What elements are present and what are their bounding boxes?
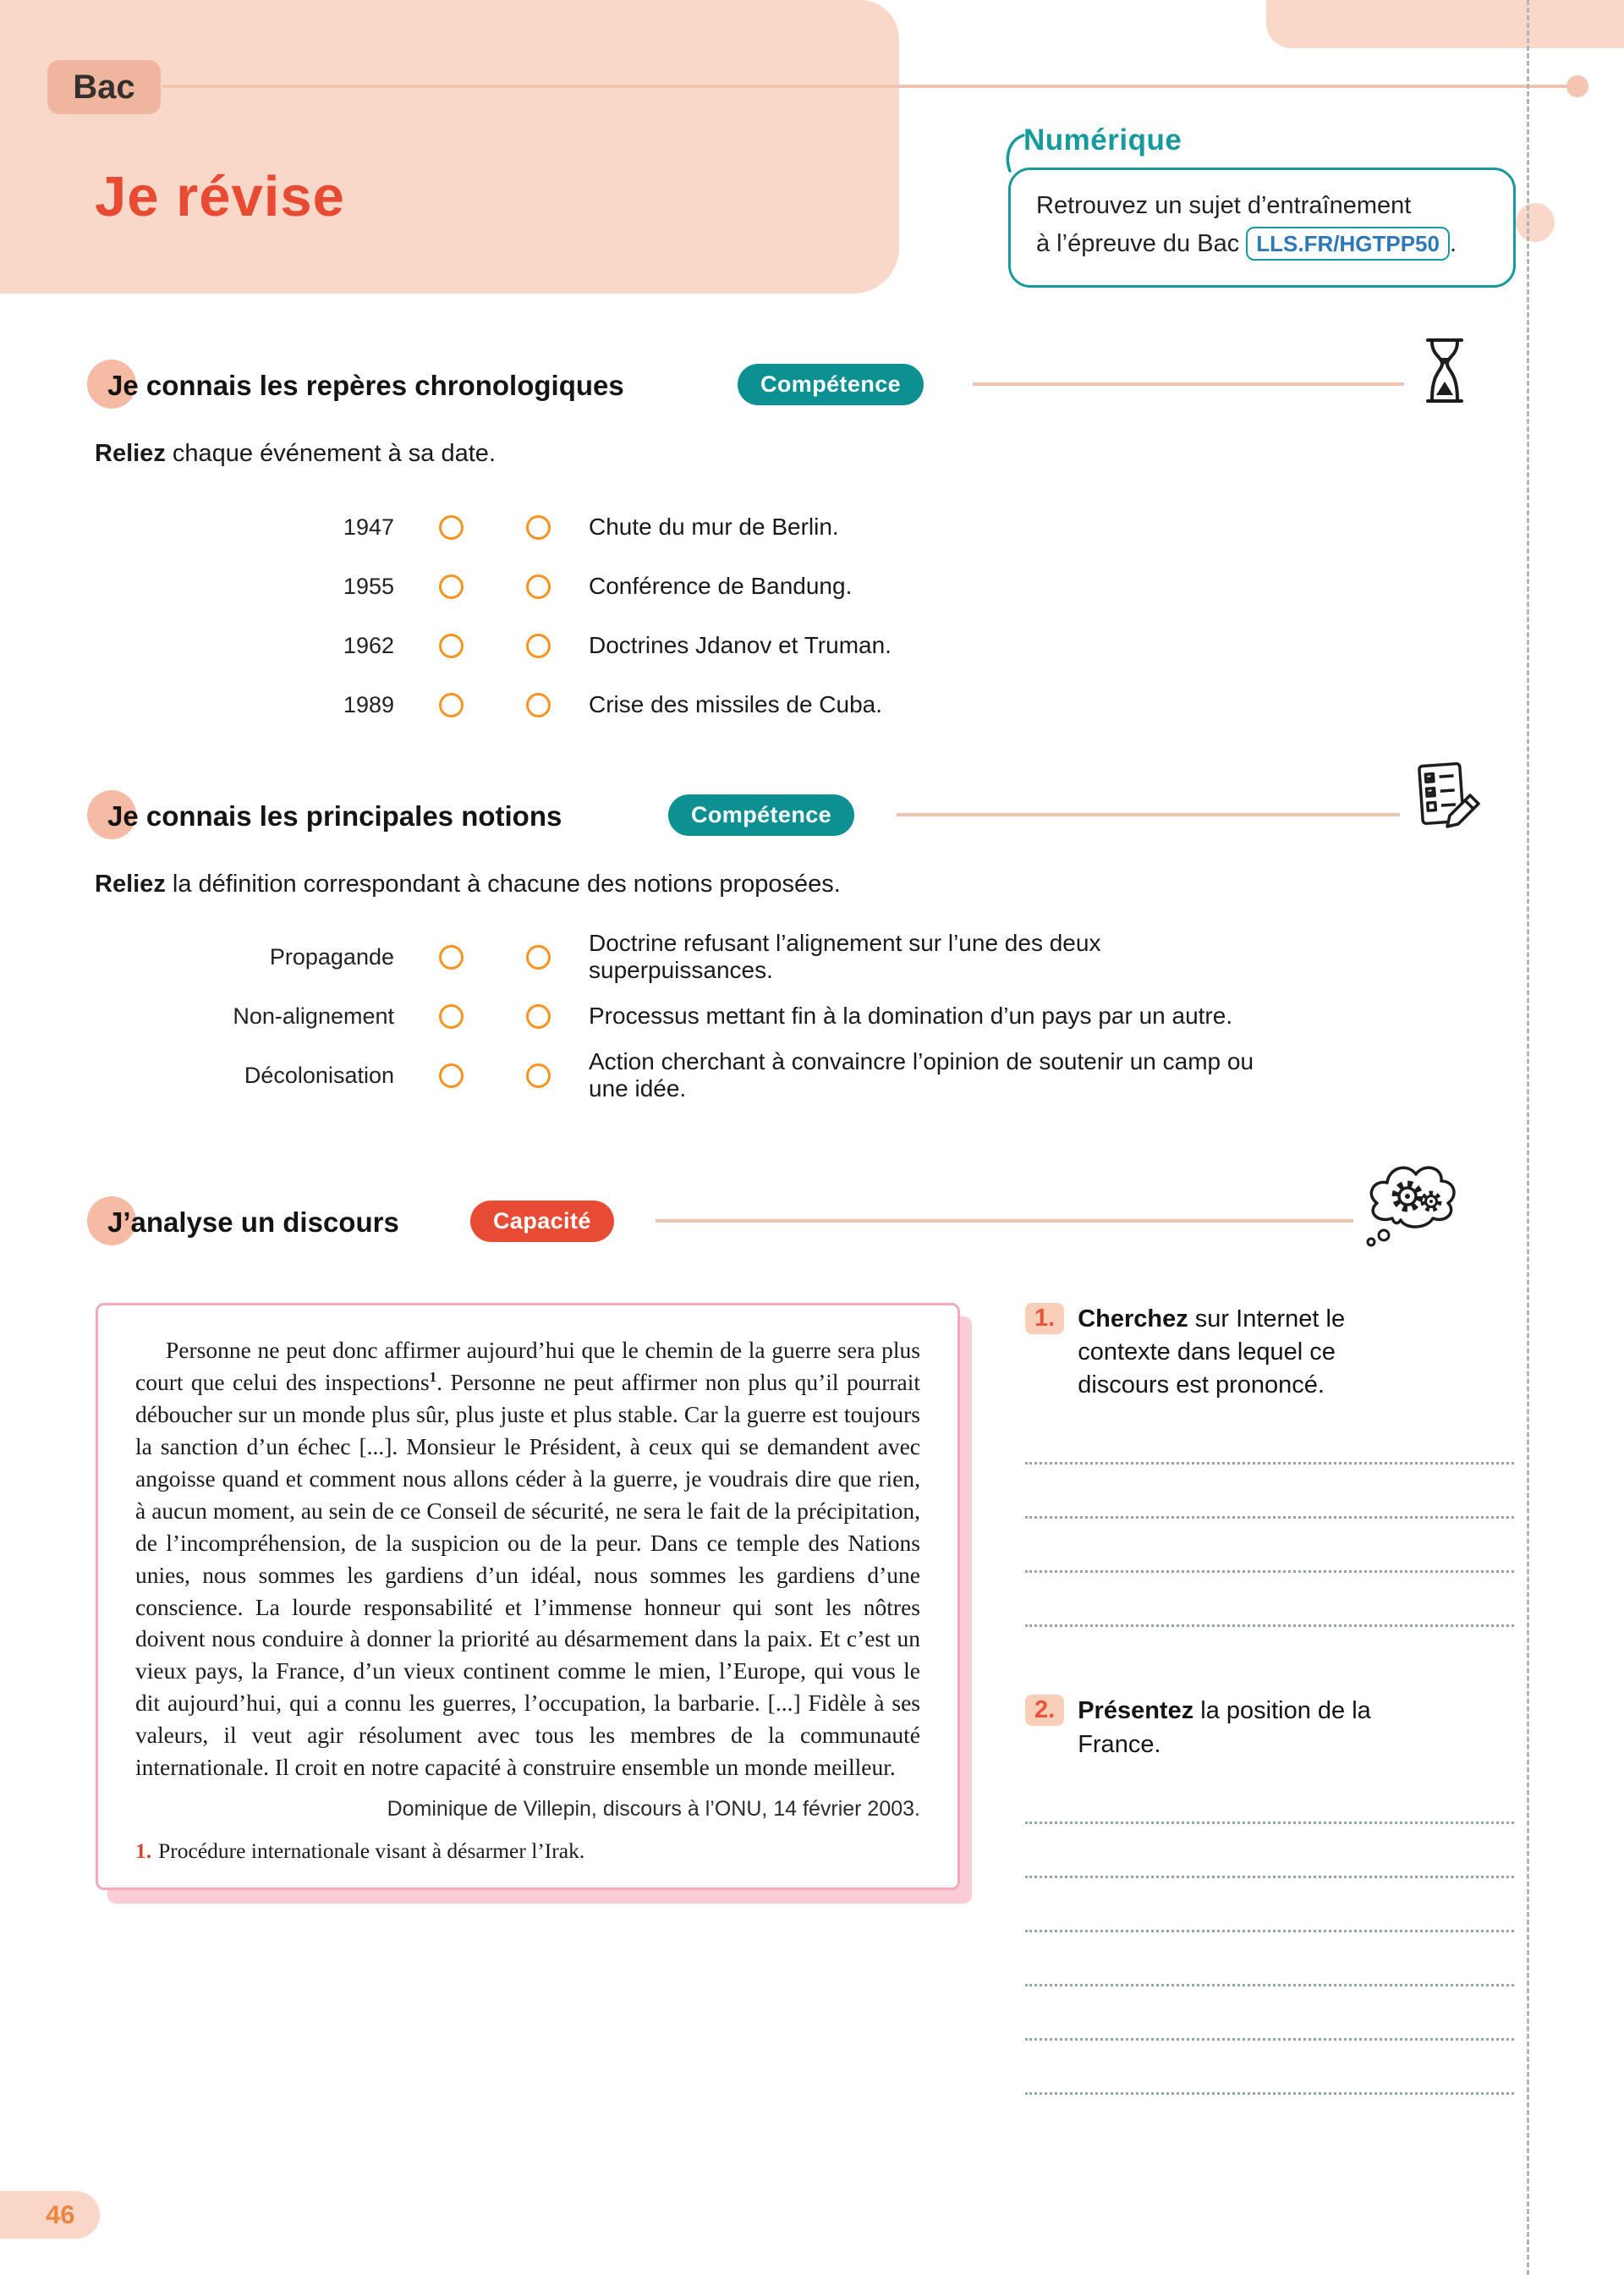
header-rule xyxy=(162,85,1573,88)
answer-area-1 xyxy=(1025,1410,1514,1627)
numerique-curve-icon xyxy=(1001,134,1027,173)
footnote xyxy=(135,1838,920,1864)
question-2 xyxy=(1025,1695,1514,1761)
match-circle-right[interactable] xyxy=(526,1063,551,1088)
question-verb: Cherchez xyxy=(1078,1305,1188,1333)
match-row xyxy=(95,1046,1279,1105)
trim-dashed-line xyxy=(1527,0,1529,2275)
answer-line[interactable] xyxy=(1025,1464,1514,1519)
match-circle-right[interactable] xyxy=(526,693,551,717)
question-text xyxy=(1078,1303,1407,1402)
answer-line[interactable] xyxy=(1025,1573,1514,1627)
page-title: Je révise xyxy=(95,165,345,228)
numerique-text-line1: Retrouvez un sujet d’entraînement xyxy=(1036,192,1412,219)
section-title-reperes: Je connais les repères chronologiques xyxy=(107,370,624,401)
section-rule xyxy=(897,813,1400,816)
date-label: 1955 xyxy=(343,573,394,599)
question-number: 1. xyxy=(1025,1303,1064,1334)
corner-decoration xyxy=(1266,0,1624,48)
answer-line[interactable] xyxy=(1025,2041,1514,2095)
answer-line[interactable] xyxy=(1025,1824,1514,1878)
answer-line[interactable] xyxy=(1025,1878,1514,1932)
question-text xyxy=(1078,1695,1407,1761)
question-number: 2. xyxy=(1025,1695,1064,1726)
question-1 xyxy=(1025,1303,1514,1402)
match-row xyxy=(95,675,1279,734)
header-background xyxy=(0,0,899,294)
match-circle-right[interactable] xyxy=(526,515,551,540)
match-circle-left[interactable] xyxy=(439,945,464,970)
event-label: Chute du mur de Berlin. xyxy=(589,514,839,540)
definition-label: Processus mettant fin à la domination d’un pays par un autre. xyxy=(589,1003,1233,1029)
instruction-notions xyxy=(95,871,841,898)
question-verb: Présentez xyxy=(1078,1697,1194,1725)
event-label: Crise des missiles de Cuba. xyxy=(589,691,883,717)
instruction-text: chaque événement à sa date. xyxy=(165,440,496,467)
instruction-reperes xyxy=(95,440,496,468)
match-row xyxy=(95,986,1279,1046)
side-decoration xyxy=(1516,203,1555,242)
match-circle-left[interactable] xyxy=(439,693,464,717)
section-rule xyxy=(656,1219,1353,1223)
notion-label: Décolonisation xyxy=(244,1062,394,1088)
answer-area-2 xyxy=(1025,1770,1514,2095)
speech-text-part2: . Personne ne peut affirmer non plus qu’il pourrait déboucher sur un monde plus sûr, plus juste et plus stable. Car la guerre est toujours la sanction d’un échec [...]. Monsieur le Président, à ceux qui se demandent avec angoisse quand et comment nous allons céder à la guerre, je voudrais dire que rien, à aucun moment, au sein de ce Conseil de sécurité, ne sera le fait de la précipitation, de l’incompréhension, de la suspicion ou de la peur. Dans ce temple des Nations unies, nous sommes les gardiens d’un idéal, nous sommes les gardiens d’une conscience. La lourde responsabilité et l’immense honneur qui sont les nôtres doivent nous conduire à donner la priorité au désarmement dans la paix. Et c’est un vieux pays, la France, d’un vieux continent comme le mien, l’Europe, qui vous le dit aujourd’hui, qui a connu les guerres, l’occupation, la barbarie. [...] Fidèle à ses valeurs, il veut agir résolument avec tous les membres de la communauté internationale. Il croit en notre capacité à construire ensemble un monde meilleur. xyxy=(135,1368,921,1781)
footnote-text: Procédure internationale visant à désarmer l’Irak. xyxy=(158,1838,585,1864)
date-label: 1962 xyxy=(343,632,394,658)
thought-gears-icon xyxy=(1363,1152,1465,1247)
speech-text xyxy=(135,1334,920,1783)
instruction-verb: Reliez xyxy=(95,440,166,467)
numerique-text-line2: à l’épreuve du Bac xyxy=(1036,229,1247,257)
instruction-text: la définition correspondant à chacune des notions proposées. xyxy=(165,871,841,898)
matching-exercise-notions xyxy=(95,927,1279,1105)
notion-label: Propagande xyxy=(269,943,394,970)
definition-label: Doctrine refusant l’alignement sur l’une des deux superpuissances. xyxy=(589,930,1101,983)
footnote-number: 1. xyxy=(135,1838,152,1864)
answer-line[interactable] xyxy=(1025,1932,1514,1987)
lls-code-link[interactable]: LLS.FR/HGTPP50 xyxy=(1246,227,1450,261)
answer-line[interactable] xyxy=(1025,1770,1514,1824)
match-circle-left[interactable] xyxy=(439,1004,464,1029)
section-title-notions: Je connais les principales notions xyxy=(107,800,562,832)
match-circle-right[interactable] xyxy=(526,634,551,658)
questions-column xyxy=(1025,1303,1514,2095)
numerique-box xyxy=(1008,168,1516,288)
notion-label: Non-alignement xyxy=(233,1003,394,1029)
match-row xyxy=(95,557,1279,616)
instruction-verb: Reliez xyxy=(95,871,166,898)
date-label: 1947 xyxy=(343,514,394,540)
numerique-text-end: . xyxy=(1449,229,1457,257)
event-label: Conférence de Bandung. xyxy=(589,573,853,599)
section-title-discours: J’analyse un discours xyxy=(107,1206,399,1238)
header-rule-dot xyxy=(1566,75,1588,97)
match-row xyxy=(95,616,1279,675)
page-number: 46 xyxy=(0,2191,100,2239)
checklist-pencil-icon xyxy=(1409,760,1485,836)
speech-excerpt-box xyxy=(96,1303,960,1890)
match-row xyxy=(95,497,1279,557)
match-circle-right[interactable] xyxy=(526,945,551,970)
definition-label: Action cherchant à convaincre l’opinion de soutenir un camp ou une idée. xyxy=(589,1048,1254,1102)
match-circle-right[interactable] xyxy=(526,1004,551,1029)
question-rest: la position de la France. xyxy=(1078,1697,1371,1758)
competence-badge: Compétence xyxy=(668,794,854,836)
match-circle-left[interactable] xyxy=(439,634,464,658)
speech-attribution: Dominique de Villepin, discours à l’ONU, 14 février 2003. xyxy=(387,1797,920,1822)
footnote-ref: 1 xyxy=(429,1368,437,1385)
answer-line[interactable] xyxy=(1025,1410,1514,1464)
answer-line[interactable] xyxy=(1025,1987,1514,2041)
hourglass-icon xyxy=(1418,335,1472,406)
capacite-badge: Capacité xyxy=(470,1201,614,1242)
match-circle-right[interactable] xyxy=(526,574,551,599)
speech-text-part1: Personne ne peut donc affirmer aujourd’hui que le chemin de la guerre sera plus court que celui des inspections xyxy=(135,1337,920,1395)
bac-label: Bac xyxy=(47,60,161,114)
answer-line[interactable] xyxy=(1025,1519,1514,1573)
match-row xyxy=(95,927,1279,986)
event-label: Doctrines Jdanov et Truman. xyxy=(589,632,892,658)
question-rest: sur Internet le contexte dans lequel ce discours est prononcé. xyxy=(1078,1305,1346,1399)
section-rule xyxy=(973,382,1404,386)
match-circle-left[interactable] xyxy=(439,1063,464,1088)
competence-badge: Compétence xyxy=(738,364,924,405)
match-circle-left[interactable] xyxy=(439,515,464,540)
matching-exercise-dates xyxy=(95,497,1279,734)
numerique-label: Numérique xyxy=(1023,124,1182,157)
match-circle-left[interactable] xyxy=(439,574,464,599)
date-label: 1989 xyxy=(343,691,394,717)
